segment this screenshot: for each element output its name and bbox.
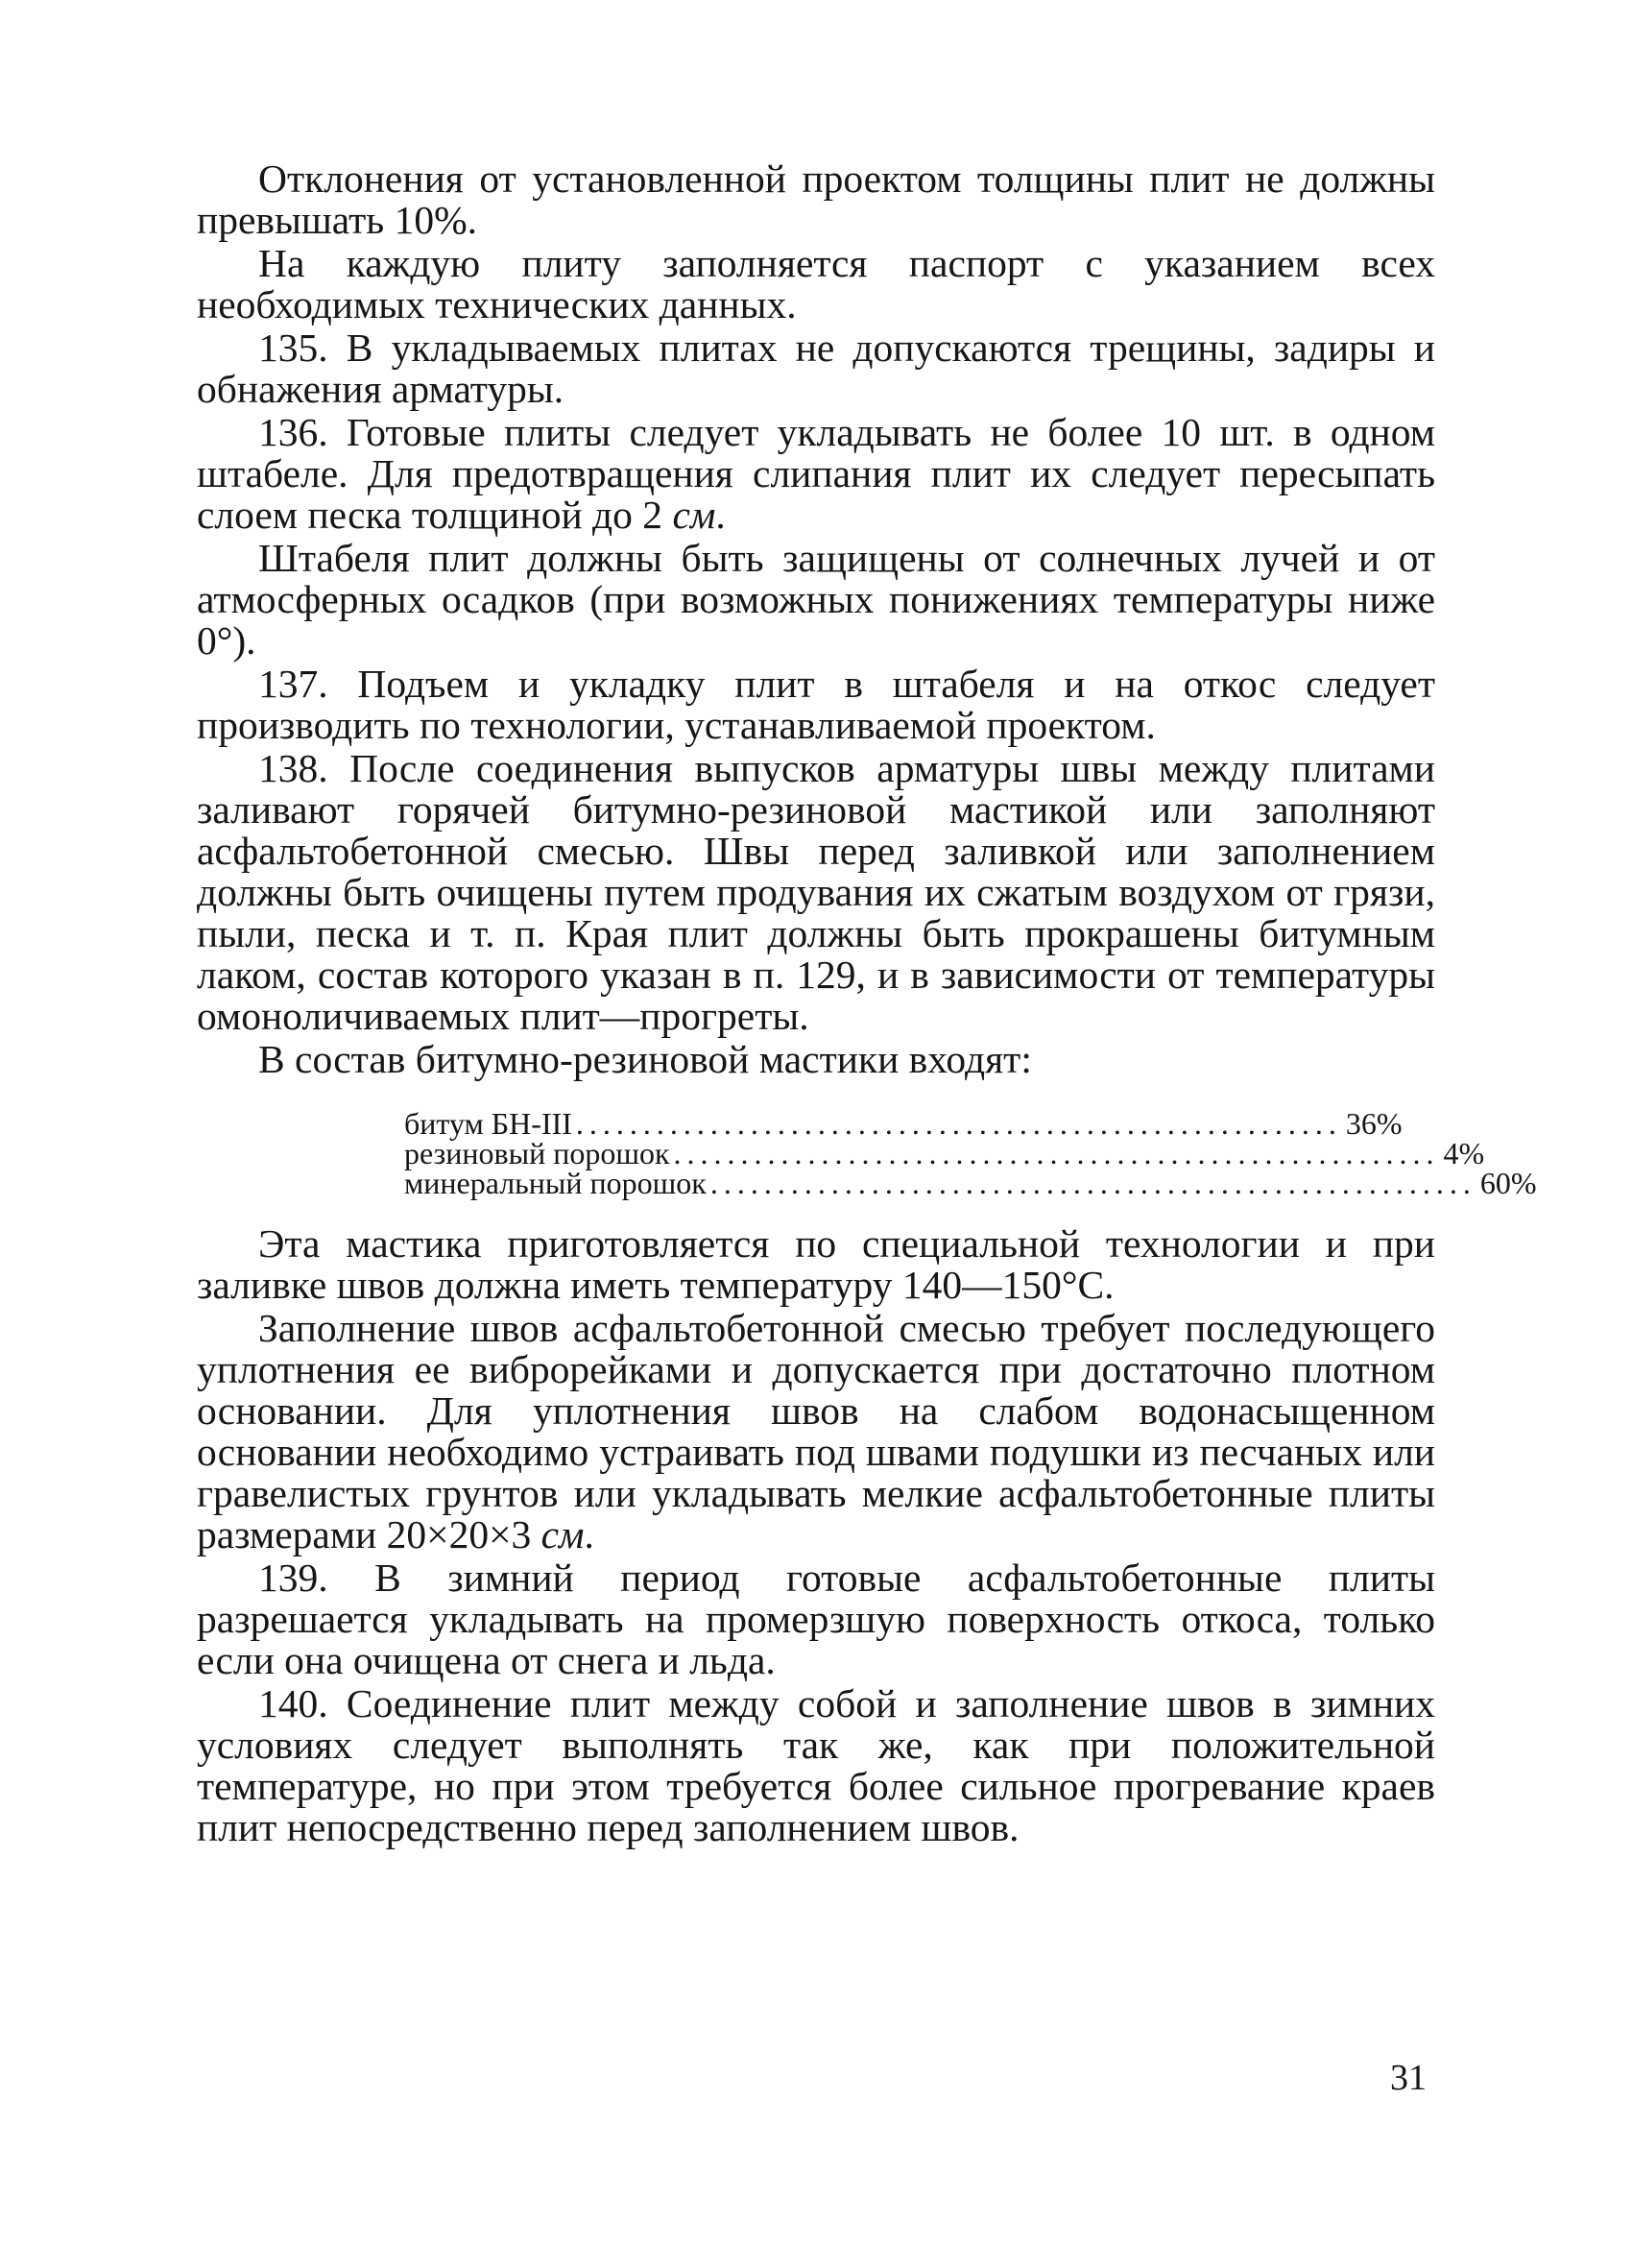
paragraph-mastic-temperature: Эта мастика приготовляется по специальной технологии и при заливке швов должна иметь температуру 140—150°С.: [197, 1221, 1435, 1307]
page-body: [197, 157, 1537, 1850]
component-percent: 36%: [1345, 1106, 1403, 1141]
paragraph-asphalt-seam-filling: Заполнение швов асфальтобетонной смесью требует последующего уплотнения ее виброрейками и допускается при достаточно плотном основании. Для уплотнения швов на слабом водонасыщенном основании необходимо устраивать под швами подушки из песчаных или гравелистых грунтов или укладывать мелкие асфальтобетонные плиты размерами 20×20×3 см.: [197, 1306, 1435, 1556]
component-percent: 60%: [1479, 1166, 1537, 1200]
composition-row: [404, 1136, 1485, 1170]
paragraph-140: 140. Соединение плит между собой и заполнение швов в зимних условиях следует выполнять так же, как при положительной температуре, но при этом требуется более сильное прогревание краев плит непосредственно перед заполнением швов.: [197, 1681, 1435, 1849]
paragraph-135: 135. В укладываемых плитах не допускаются трещины, задиры и обнажения арматуры.: [197, 326, 1435, 411]
composition-row: [404, 1166, 1537, 1200]
component-name: битум БН-III: [404, 1106, 572, 1141]
leader-dots: .........................................................: [575, 1106, 1342, 1141]
composition-row: [404, 1106, 1403, 1141]
paragraph-stacks-protection: Штабеля плит должны быть защищены от солнечных лучей и от атмосферных осадков (при возможных понижениях температуры ниже 0°).: [197, 536, 1435, 663]
paragraph-passport: На каждую плиту заполняется паспорт с указанием всех необходимых технических данных.: [197, 241, 1435, 326]
paragraph-139: 139. В зимний период готовые асфальтобетонные плиты разрешается укладывать на промерзшую поверхность откоса, только если она очищена от снега и льда.: [197, 1556, 1435, 1682]
paragraph-mastic-composition-intro: В состав битумно-резиновой мастики входят:: [258, 1037, 1032, 1081]
page-number: 31: [1390, 2058, 1427, 2098]
component-percent: 4%: [1443, 1136, 1485, 1170]
component-name: резиновый порошок: [404, 1136, 670, 1170]
paragraph-138: 138. После соединения выпусков арматуры швы между плитами заливают горячей битумно-резиновой мастикой или заполняют асфальтобетонной смесью. Швы перед заливкой или заполнением должны быть очищены путем продувания их сжатым воздухом от грязи, пыли, песка и т. п. Края плит должны быть прокрашены битумным лаком, состав которого указан в п. 129, и в зависимости от температуры омоноличиваемых плит—прогреты.: [197, 746, 1435, 1038]
component-name: минеральный порошок: [404, 1166, 707, 1200]
paragraph-136: 136. Готовые плиты следует укладывать не более 10 шт. в одном штабеле. Для предотвращения слипания плит их следует пересыпать слоем песка толщиной до 2 см.: [197, 410, 1435, 537]
paragraph-137: 137. Подъем и укладку плит в штабеля и на откос следует производить по технологии, устанавливаемой проектом.: [197, 662, 1435, 747]
paragraph-thickness-deviation: Отклонения от установленной проектом толщины плит не должны превышать 10%.: [197, 157, 1435, 242]
leader-dots: .........................................................: [673, 1136, 1440, 1170]
mastic-composition-list: [404, 1106, 1537, 1200]
leader-dots: .........................................................: [709, 1166, 1476, 1200]
